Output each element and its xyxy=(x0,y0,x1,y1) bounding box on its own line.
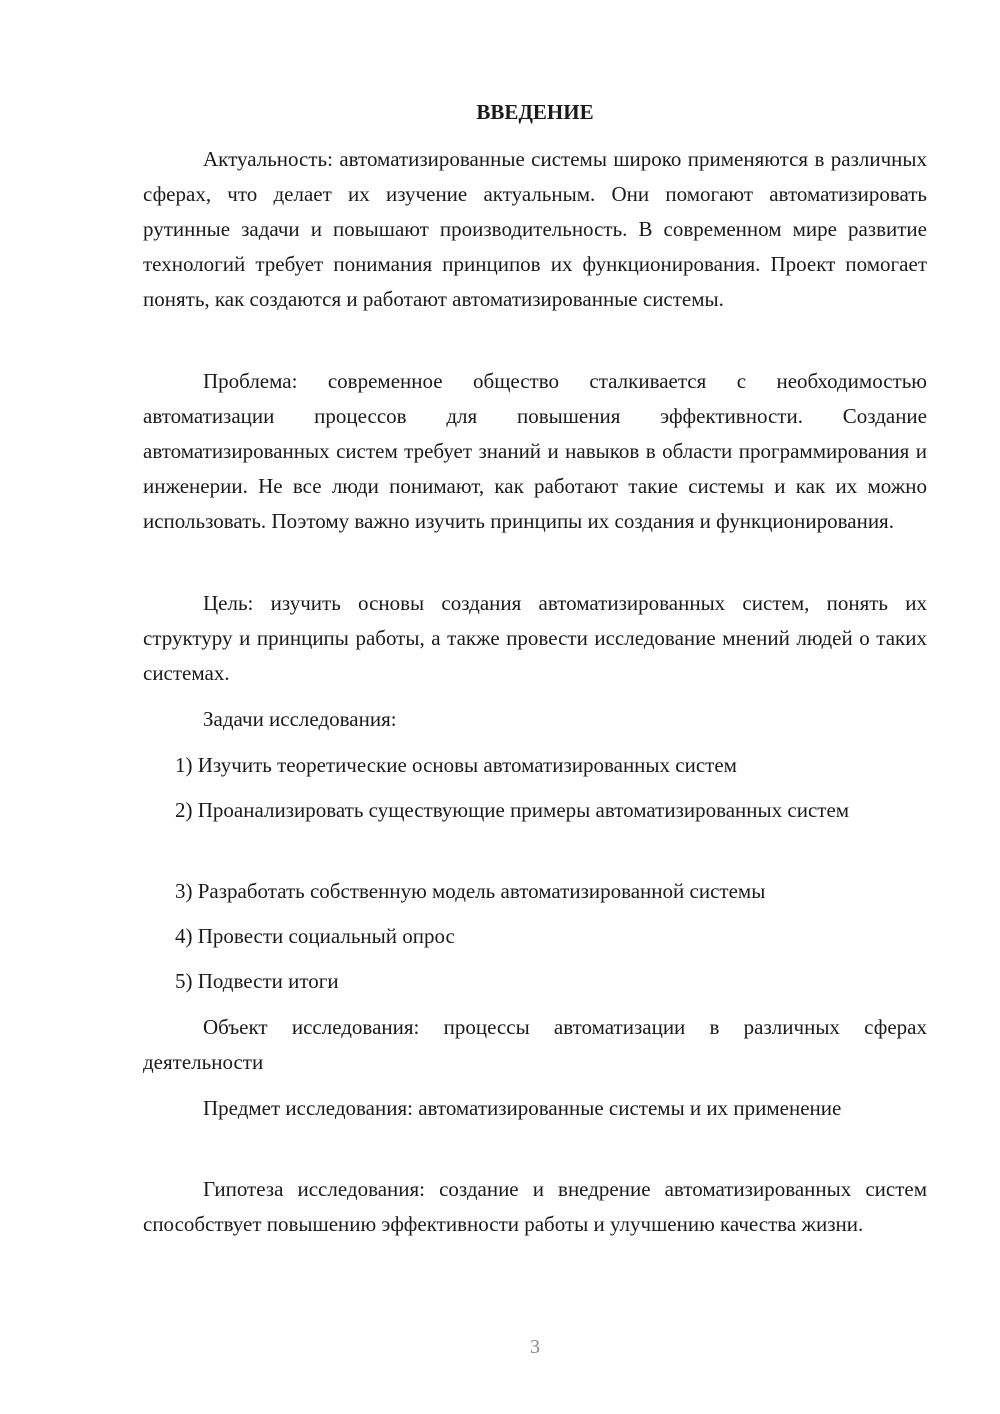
subject-paragraph: Предмет исследования: автоматизированные системы и их применение xyxy=(203,1096,842,1120)
relevance-paragraph: Актуальность: автоматизированные системы широко применяются в различных сферах, что делает их изучение актуальным. Они помогают автоматизировать рутинные задачи и повышают производительность. В современном мире развитие технологий требует понимания принципов их функционирования. Проект помогает понять, как создаются и работают автоматизированные системы. xyxy=(143,147,927,311)
hypothesis-paragraph: Гипотеза исследования: создание и внедрение автоматизированных систем способствует повышению эффективности работы и улучшению качества жизни. xyxy=(143,1177,927,1236)
page-number: 3 xyxy=(530,1336,540,1358)
tasks-heading: Задачи исследования: xyxy=(203,707,397,731)
task-item-3: 3) Разработать собственную модель автоматизированной системы xyxy=(175,879,766,903)
task-item-2: 2) Проанализировать существующие примеры автоматизированных систем xyxy=(175,798,850,822)
task-item-1: 1) Изучить теоретические основы автоматизированных систем xyxy=(175,753,737,777)
object-paragraph: Объект исследования: процессы автоматизации в различных сферах деятельности xyxy=(143,1015,927,1074)
task-item-5: 5) Подвести итоги xyxy=(175,969,339,993)
problem-paragraph: Проблема: современное общество сталкивается с необходимостью автоматизации процессов для повышения эффективности. Создание автоматизированных систем требует знаний и навыков в области программирования и инженерии. Не все люди понимают, как работают такие системы и как их можно использовать. Поэтому важно изучить принципы их создания и функционирования. xyxy=(143,369,927,533)
goal-paragraph: Цель: изучить основы создания автоматизированных систем, понять их структуру и принципы работы, а также провести исследование мнений людей о таких системах. xyxy=(143,591,927,685)
page-title: ВВЕДЕНИЕ xyxy=(476,100,594,124)
task-item-4: 4) Провести социальный опрос xyxy=(175,924,455,948)
